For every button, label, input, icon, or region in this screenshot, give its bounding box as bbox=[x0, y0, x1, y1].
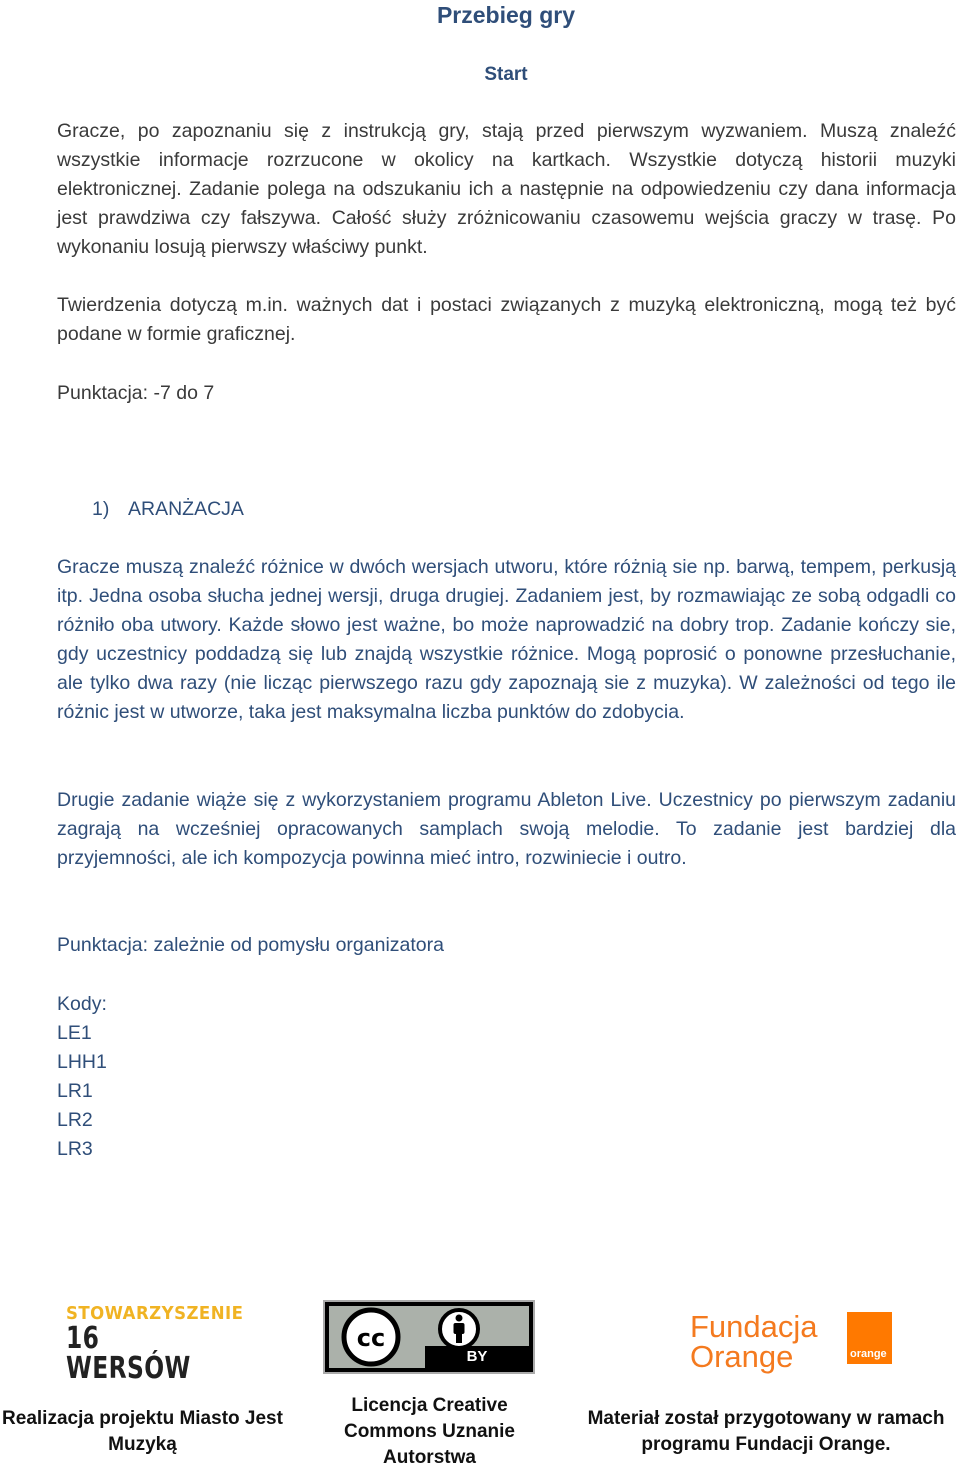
intro-paragraph-2: Twierdzenia dotyczą m.in. ważnych dat i postaci związanych z muzyką elektroniczną, mogą też być podane w formie graficznej. bbox=[57, 294, 956, 345]
stowarzyszenie-16-wersow-logo: STOWARZYSZENIE 16 WERSÓW bbox=[66, 1303, 244, 1386]
item-scoring: Punktacja: zależnie od pomysłu organizatora bbox=[57, 934, 444, 956]
code-item: LR2 bbox=[57, 1109, 93, 1131]
codes-label: Kody: bbox=[57, 993, 107, 1015]
code-item: LHH1 bbox=[57, 1051, 107, 1073]
page-title: Przebieg gry bbox=[436, 2, 576, 28]
footer-caption-left: Realizacja projektu Miasto Jest Muzyką bbox=[2, 1408, 283, 1455]
code-item: LR3 bbox=[57, 1138, 93, 1160]
attribution-person-icon bbox=[437, 1307, 481, 1351]
orange-brand-square: orange bbox=[847, 1312, 892, 1364]
code-item: LR1 bbox=[57, 1080, 93, 1102]
svg-text:cc: cc bbox=[356, 1324, 386, 1352]
codes-list bbox=[57, 990, 107, 1164]
cc-icon bbox=[341, 1307, 401, 1367]
item-number: 1) bbox=[92, 498, 110, 520]
fundacja-orange-logo: Fundacja Orange orange bbox=[690, 1312, 905, 1372]
footer-caption-center: Licencja Creative Commons Uznanie Autorstwa bbox=[343, 1395, 516, 1468]
cc-by-label: BY bbox=[425, 1346, 529, 1368]
code-item: LE1 bbox=[57, 1022, 92, 1044]
intro-paragraph-1: Gracze, po zapoznaniu się z instrukcją gry, stają przed pierwszym wyzwaniem. Muszą znaleźć wszystkie informacje rozrzucone w okolicy na kartkach. Wszystkie dotyczą historii muzyki elektronicznej. Zadanie polega na odszukaniu ich a następnie na odpowiedzeniu czy dana informacja jest prawdziwa czy fałszywa. Całość służy zróżnicowaniu czasowemu wejścia graczy w trasę. Po wykonaniu losują pierwszy właściwy punkt. bbox=[57, 120, 956, 258]
section-title: Start bbox=[484, 64, 528, 85]
footer-caption-right: Materiał został przygotowany w ramach programu Fundacji Orange. bbox=[587, 1408, 945, 1455]
item-paragraph-1: Gracze muszą znaleźć różnice w dwóch wersjach utworu, które różnią sie np. barwą, tempem, perkusją itp. Jedna osoba słucha jednej wersji, druga drugiej. Zadaniem jest, by rozmawiając ze sobą odgadli co różniło oba utwory. Każde słowo jest ważne, bo może naprowadzić na dobry trop. Zadanie kończy sie, gdy uczestnicy poddadzą się lub znajdą wszystkie różnice. Mogą poprosić o ponowne przesłuchanie, ale tylko dwa razy (nie licząc pierwszego razu gdy zapoznają sie z muzyka). W zależności od tego ile różnic jest w utworze, taka jest maksymalna liczba punktów do zdobycia. bbox=[57, 556, 956, 723]
intro-scoring: Punktacja: -7 do 7 bbox=[57, 382, 215, 404]
creative-commons-badge bbox=[323, 1300, 535, 1374]
item-paragraph-2: Drugie zadanie wiąże się z wykorzystaniem programu Ableton Live. Uczestnicy po pierwszym zadaniu zagrają na wcześniej opracowanych samplach swoją melodie. To zadanie jest bardziej dla przyjemności, ale ich kompozycja powinna mieć intro, rozwiniecie i outro. bbox=[57, 789, 956, 869]
item-label: ARANŻACJA bbox=[128, 498, 244, 520]
item-heading bbox=[92, 495, 244, 524]
